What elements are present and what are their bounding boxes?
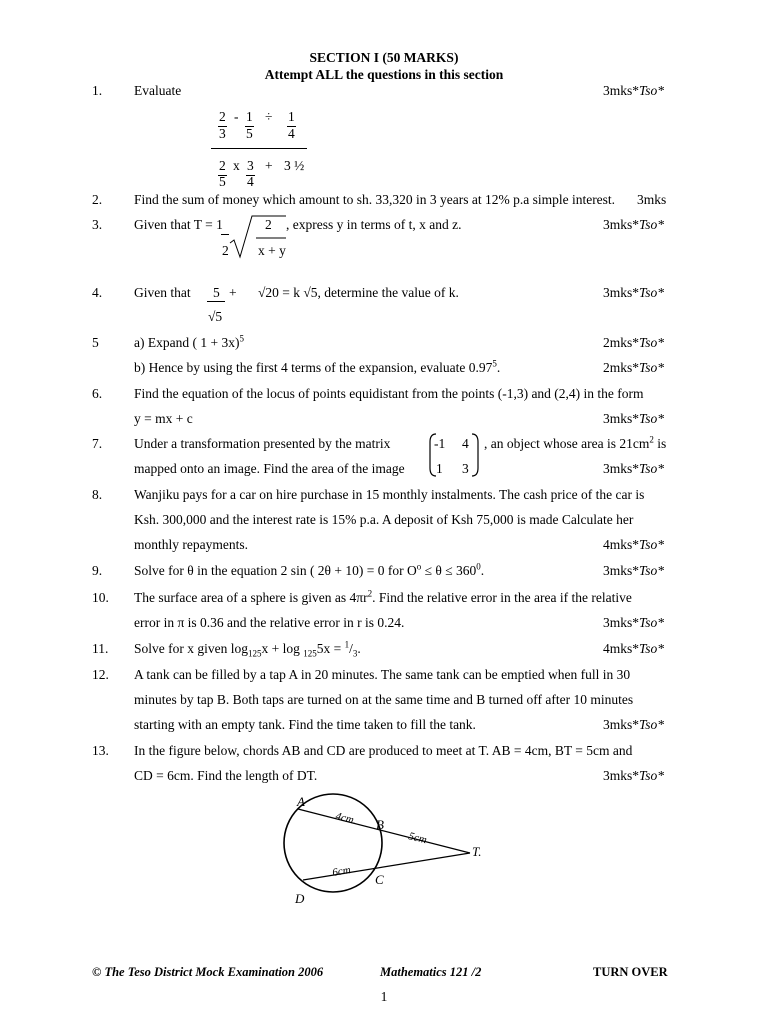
q1-mixed: 3 ½ [284,158,305,173]
q1-d4: 5 [219,174,226,189]
q10-marks: 3mks*Tso* [603,615,665,630]
q13-number: 13. [92,743,109,758]
q12-line1: A tank can be filled by a tap A in 20 minutes. The same tank can be emptied when full in 30 [134,667,631,682]
label-bt-length: 5cm [407,830,428,847]
q8-line2: Ksh. 300,000 and the interest rate is 15% p.a. A deposit of Ksh 75,000 is made Calculate her [134,512,634,527]
label-ab-length: 4cm. [334,810,358,828]
q9-text: Solve for θ in the equation 2 sin ( 2θ + 10) = 0 for $O^o \le \theta \le 360^0$. [134,561,485,578]
q1-plus: + [265,158,273,173]
q10-line1: The surface area of a sphere is given as $4\pi r^2$. Find the relative error in the area if the relative [134,588,632,605]
q6-number: 6. [92,386,103,401]
q3-number: 3. [92,217,103,232]
footer-center: Mathematics 121 /2 [380,965,482,979]
q9-number: 9. [92,563,103,578]
q10-number: 10. [92,590,109,605]
footer-left: © The Teso District Mock Examination 2006 [92,965,324,979]
q4-frac-den: √5 [208,309,223,324]
q7-m21: 1 [436,461,443,476]
q10-line2: error in π is 0.36 and the relative error in r is 0.24. [134,615,405,630]
q7-line2: mapped onto an image. Find the area of the image [134,461,405,476]
q4-rest: √20 = k √5, determine the value of k. [258,285,459,300]
q7-line1-pre: Under a transformation presented by the matrix [134,436,391,451]
q1-x: x [233,158,240,173]
q1-number: 1. [92,83,103,98]
q8-line1: Wanjiku pays for a car on hire purchase in 15 monthly instalments. The cash price of the car is [134,487,645,502]
chord-dc-line [303,853,470,880]
section-instruction: Attempt ALL the questions in this section [264,67,504,82]
q9-marks: 3mks*Tso* [603,563,665,578]
q7-m11: -1 [434,436,446,451]
q6-line1: Find the equation of the locus of points equidistant from the points (-1,3) and (2,4) in the form [134,386,644,401]
q12-line3: starting with an empty tank. Find the time taken to fill the tank. [134,717,476,732]
q1-d3: 4 [288,126,295,141]
label-t: T. [472,844,482,859]
q12-line2: minutes by tap B. Both taps are turned on at the same time and B turned off after 10 minutes [134,692,634,707]
q3-den: 2 [222,243,229,258]
label-a: A [297,794,305,809]
q1-marks: 3mks*Tso* [603,83,665,98]
q1-main-bar [211,148,307,149]
q1-n1: 2 [219,109,226,124]
section-title: SECTION I (50 MARKS) [309,50,459,65]
q11-text: Solve for x given $\log_{125}x + \log _{125}5x = ^1/_3$. [134,639,361,659]
q1-text: Evaluate [134,83,182,98]
q1-d2: 5 [246,126,253,141]
q1-op1: - [234,109,239,124]
q1-n3: 1 [288,109,295,124]
q1-n2: 1 [246,109,253,124]
q13-marks: 3mks*Tso* [603,768,665,783]
q4-pre: Given that [134,285,191,300]
q12-number: 12. [92,667,109,682]
q4-number: 4. [92,285,103,300]
label-d: D [295,891,305,906]
chord-ab-line [298,809,470,853]
page-number: 1 [380,989,388,1004]
q13-line1: In the figure below, chords AB and CD are produced to meet at T. AB = 4cm, BT = 5cm and [134,743,633,758]
label-c: C [375,872,384,887]
q7-m12: 4 [462,436,469,451]
q3-marks: 3mks*Tso* [603,217,665,232]
q4-marks: 3mks*Tso* [603,285,665,300]
q2-text: Find the sum of money which amount to sh. 33,320 in 3 years at 12% p.a simple interest. [134,192,616,207]
q7-number: 7. [92,436,103,451]
q7-m22: 3 [462,461,469,476]
q3-rad-num: 2 [265,217,272,232]
q2-number: 2. [92,192,103,207]
q7-marks: 3mks*Tso* [603,461,665,476]
q8-line3: monthly repayments. [134,537,248,552]
label-b: B [376,817,384,832]
q1-d5: 4 [247,174,254,189]
q3-pre: Given that T = 1 [134,217,223,232]
q12-marks: 3mks*Tso* [603,717,665,732]
q1-d1: 3 [219,126,226,141]
q5b-text: b) Hence by using the first 4 terms of the expansion, evaluate 0.97$^5$. [134,358,501,375]
q2-marks: 3mks [637,192,667,207]
q1-n4: 2 [219,158,226,173]
q3-post: , express y in terms of t, x and z. [286,217,462,232]
q5b-marks: 2mks*Tso* [603,360,665,375]
q5-number: 5 [92,335,99,350]
q7-line1-post: , an object whose area is $21cm^2$ is [484,434,667,451]
q11-marks: 4mks*Tso* [603,641,665,656]
q1-n5: 3 [247,158,254,173]
q5a-marks: 2mks*Tso* [603,335,665,350]
q11-number: 11. [92,641,109,656]
q4-plus: + [229,285,237,300]
circle-chords-figure [280,792,490,912]
q6-line2: y = mx + c [134,411,193,426]
q5a-text: a) Expand ( 1 + 3x)$^5$ [134,333,244,350]
label-cd-length: 6cm [331,863,352,879]
q3-rad-den: x + y [258,243,286,258]
q6-marks: 3mks*Tso* [603,411,665,426]
footer-right: TURN OVER [593,965,668,979]
q13-line2: CD = 6cm. Find the length of DT. [134,768,318,783]
q8-number: 8. [92,487,103,502]
q8-marks: 4mks*Tso* [603,537,665,552]
q1-op2: ÷ [265,109,273,124]
q4-frac-num: 5 [213,285,220,300]
